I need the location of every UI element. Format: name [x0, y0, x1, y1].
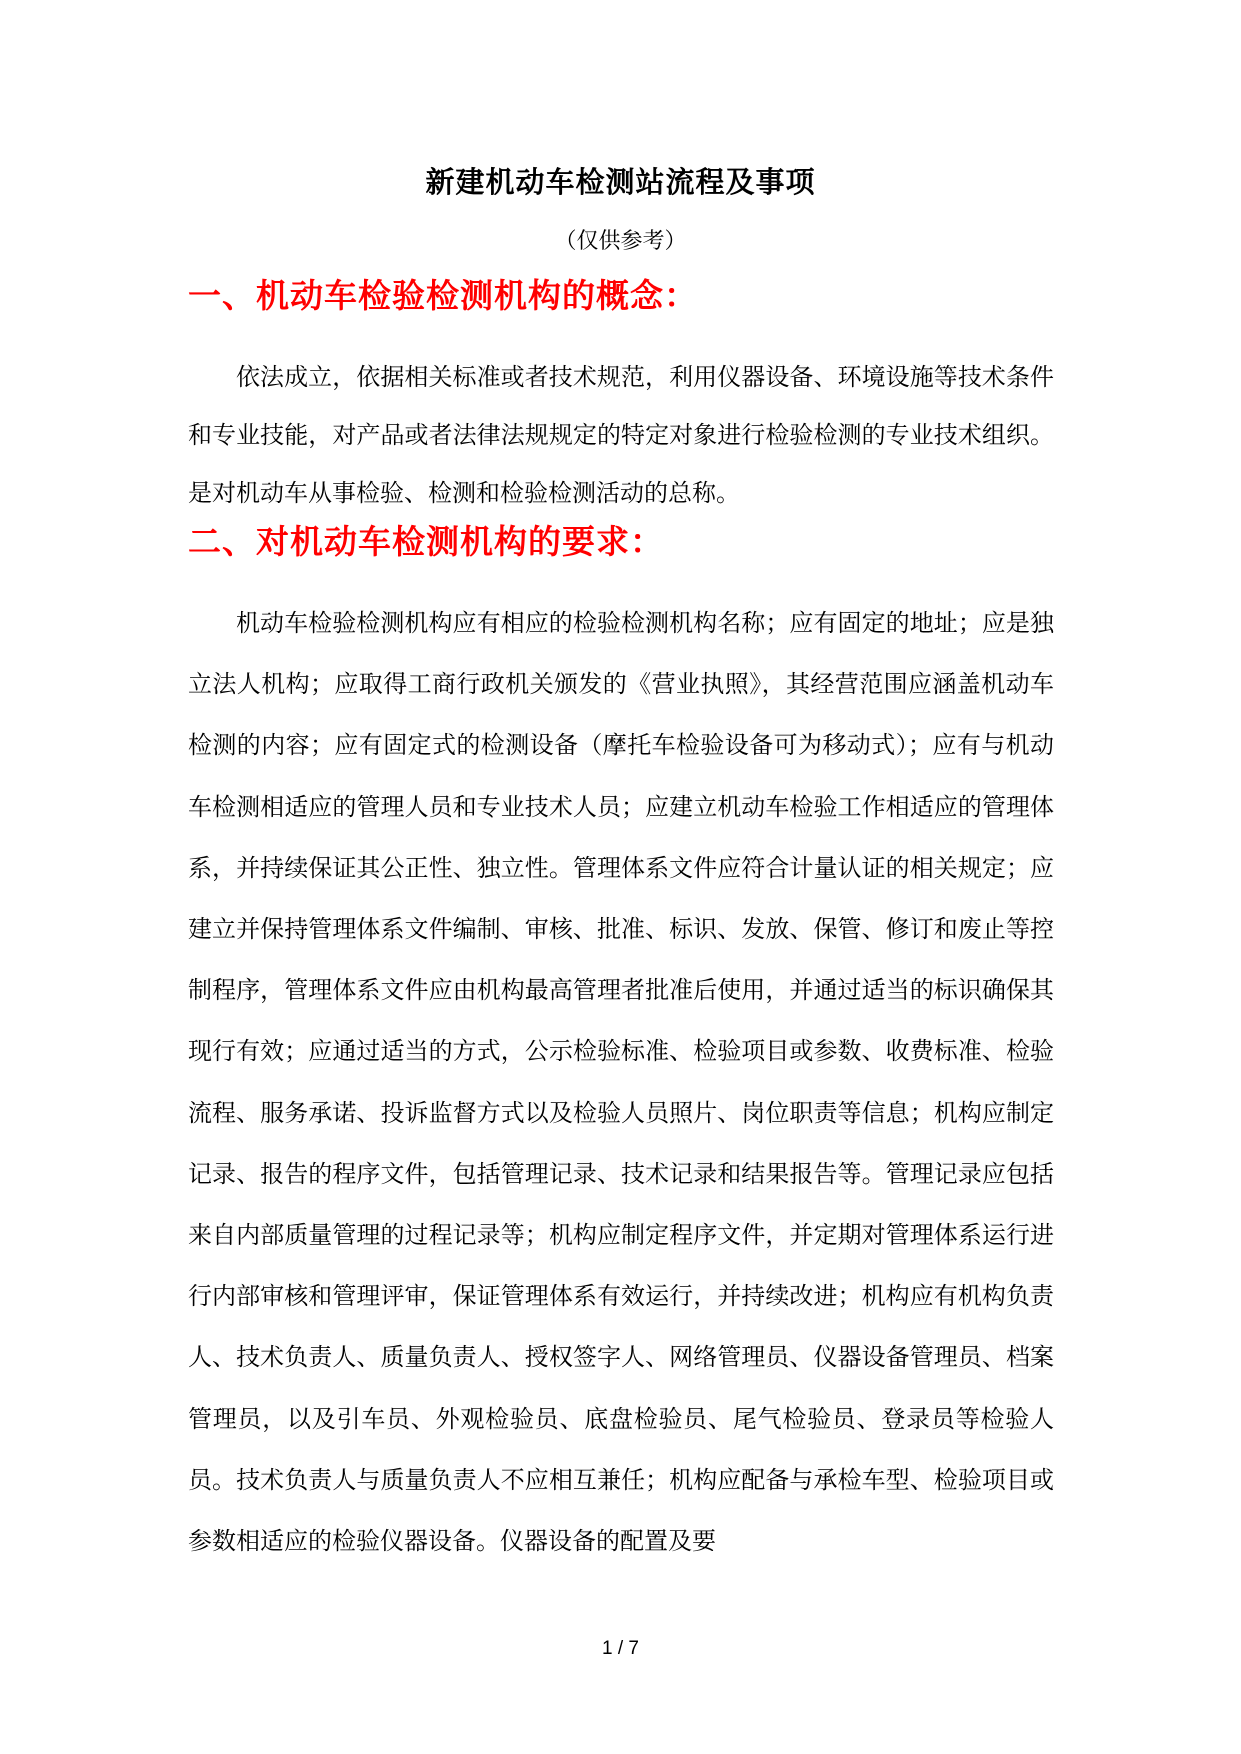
section-paragraph-concept: 依法成立，依据相关标准或者技术规范，利用仪器设备、环境设施等技术条件和专业技能，对产品或者法律法规规定的特定对象进行检验检测的专业技术组织。是对机动车从事检验、检测和检验检测活动的总称。 — [188, 363, 1054, 507]
section-heading-requirements: 二、对机动车检测机构的要求： — [188, 522, 664, 561]
section-paragraph-requirements: 机动车检验检测机构应有相应的检验检测机构名称；应有固定的地址；应是独立法人机构；应取得工商行政机关颁发的《营业执照》，其经营范围应涵盖机动车检测的内容；应有固定式的检测设备（摩托车检验设备可为移动式）；应有与机动车检测相适应的管理人员和专业技术人员；应建立机动车检验工作相适应的管理体系，并持续保证其公正性、独立性。管理体系文件应符合计量认证的相关规定；应建立并保持管理体系文件编制、审核、批准、标识、发放、保管、修订和废止等控制程序，管理体系文件应由机构最高管理者批准后使用，并通过适当的标识确保其现行有效；应通过适当的方式，公示检验标准、检验项目或参数、收费标准、检验流程、服务承诺、投诉监督方式以及检验人员照片、岗位职责等信息；机构应制定记录、报告的程序文件，包括管理记录、技术记录和结果报告等。管理记录应包括来自内部质量管理的过程记录等；机构应制定程序文件，并定期对管理体系运行进行内部审核和管理评审，保证管理体系有效运行，并持续改进；机构应有机构负责人、技术负责人、质量负责人、授权签字人、网络管理员、仪器设备管理员、档案管理员，以及引车员、外观检验员、底盘检验员、尾气检验员、登录员等检验人员。技术负责人与质量负责人不应相互兼任；机构应配备与承检车型、检验项目或参数相适应的检验仪器设备。仪器设备的配置及要 — [188, 609, 1054, 1556]
page-number: 1 / 7 — [602, 1638, 639, 1659]
document-subtitle: （仅供参考） — [554, 229, 687, 254]
section-heading-concept: 一、机动车检验检测机构的概念： — [188, 276, 698, 315]
document-title: 新建机动车检测站流程及事项 — [425, 165, 816, 199]
